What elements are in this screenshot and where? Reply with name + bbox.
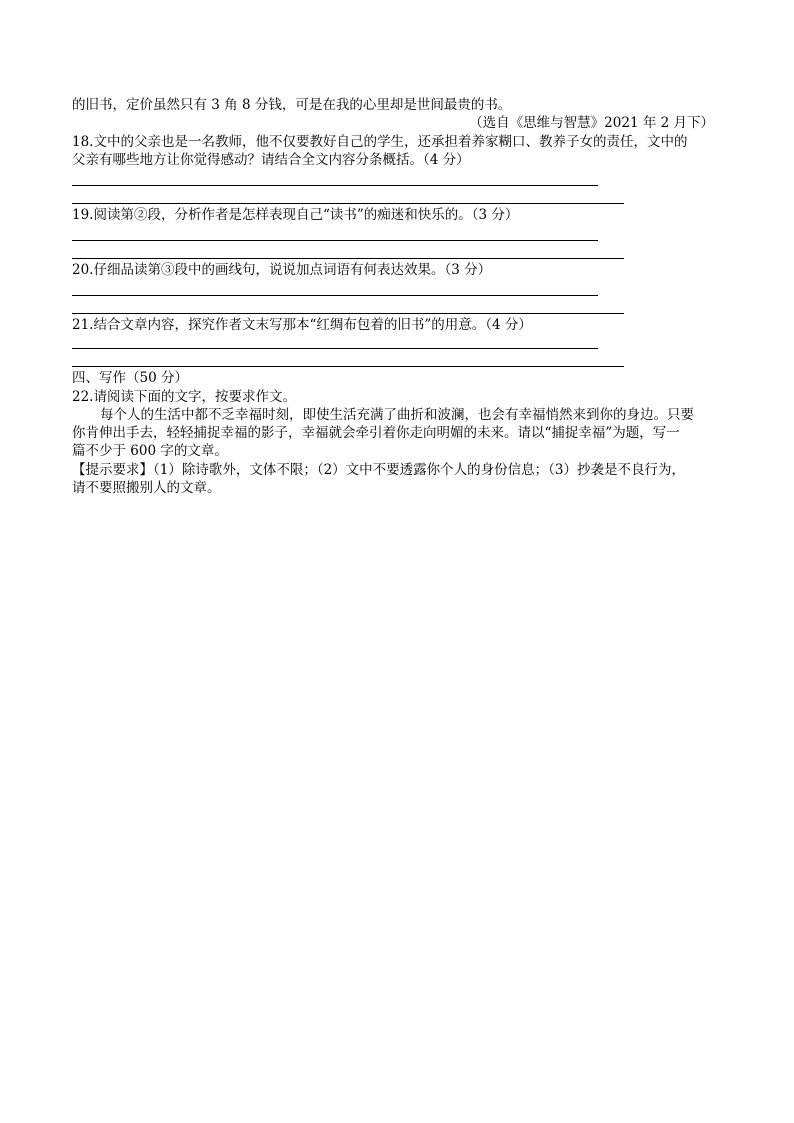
- answer-line[interactable]: [72, 313, 624, 314]
- source-citation: （选自《思维与智慧》2021 年 2 月下）: [469, 115, 714, 131]
- writing-requirements-line1: 【提示要求】（1）除诗歌外，文体不限；（2）文中不要透露你个人的身份信息；（3）抄袭是不良行为，: [72, 462, 686, 478]
- question-20: 20.仔细品读第③段中的画线句，说说加点词语有何表达效果。（3 分）: [72, 262, 492, 278]
- question-18-line2: 父亲有哪些地方让你觉得感动？请结合全文内容分条概括。（4 分）: [72, 152, 470, 168]
- answer-line[interactable]: [72, 203, 624, 204]
- answer-line[interactable]: [72, 366, 624, 367]
- answer-line[interactable]: [72, 295, 598, 296]
- writing-paragraph-line2: 你肯伸出手去，轻轻捕捉幸福的影子，幸福就会牵引着你走向明媚的未来。请以“捕捉幸福”为题，写一: [72, 425, 680, 441]
- section-title-writing: 四、写作（50 分）: [72, 370, 188, 386]
- question-21: 21.结合文章内容，探究作者文末写那本“红绸布包着的旧书”的用意。（4 分）: [72, 317, 532, 333]
- writing-paragraph-line3: 篇不少于 600 字的文章。: [72, 443, 228, 459]
- writing-paragraph-line1: 每个人的生活中都不乏幸福时刻，即使生活充满了曲折和波澜，也会有幸福悄然来到你的身边。只要: [100, 407, 694, 423]
- answer-line[interactable]: [72, 348, 598, 349]
- question-19: 19.阅读第②段，分析作者是怎样表现自己“读书”的痴迷和快乐的。（3 分）: [72, 207, 519, 223]
- answer-line[interactable]: [72, 258, 624, 259]
- answer-line[interactable]: [72, 185, 598, 186]
- answer-line[interactable]: [72, 240, 598, 241]
- writing-requirements-line2: 请不要照搬别人的文章。: [72, 480, 221, 496]
- writing-prompt-intro: 22.请阅读下面的文字，按要求作文。: [72, 389, 296, 405]
- question-18-line1: 18.文中的父亲也是一名教师，他不仅要教好自己的学生，还承担着养家糊口、教养子女的责任，文中的: [72, 134, 688, 150]
- passage-end: 的旧书，定价虽然只有 3 角 8 分钱，可是在我的心里却是世间最贵的书。: [72, 97, 512, 113]
